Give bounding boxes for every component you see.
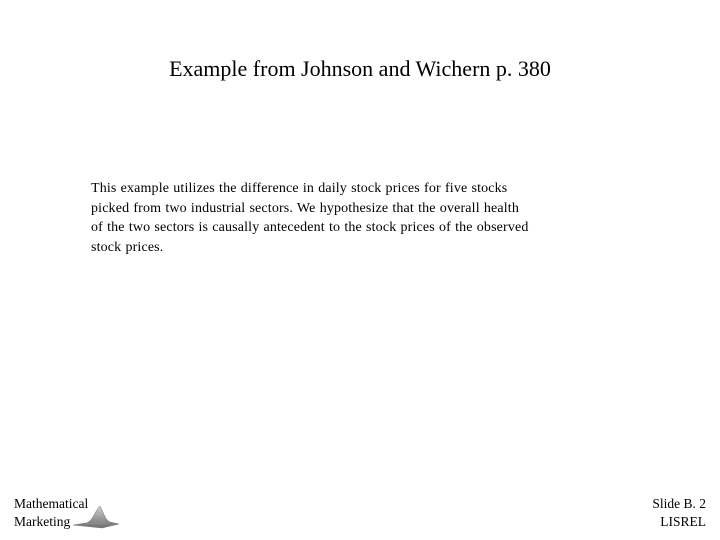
body-line: This example utilizes the difference in daily stock prices for five stocks — [91, 181, 508, 196]
body-line: of the two sectors is causally antecedent to the stock prices of the observed — [91, 220, 529, 235]
slide-body-text — [91, 179, 591, 257]
footer-slide-info — [652, 495, 706, 531]
footer-left-line: Mathematical — [14, 496, 89, 511]
slide-number: Slide B. 2 — [652, 496, 706, 511]
bell-curve-logo-icon — [72, 503, 120, 529]
body-line: picked from two industrial sectors. We hypothesize that the overall health — [91, 200, 519, 216]
body-line: stock prices. — [91, 239, 164, 255]
slide-section: LISREL — [660, 514, 706, 529]
slide-title: Example from Johnson and Wichern p. 380 — [169, 56, 551, 81]
footer-left-line: Marketing — [14, 514, 71, 529]
